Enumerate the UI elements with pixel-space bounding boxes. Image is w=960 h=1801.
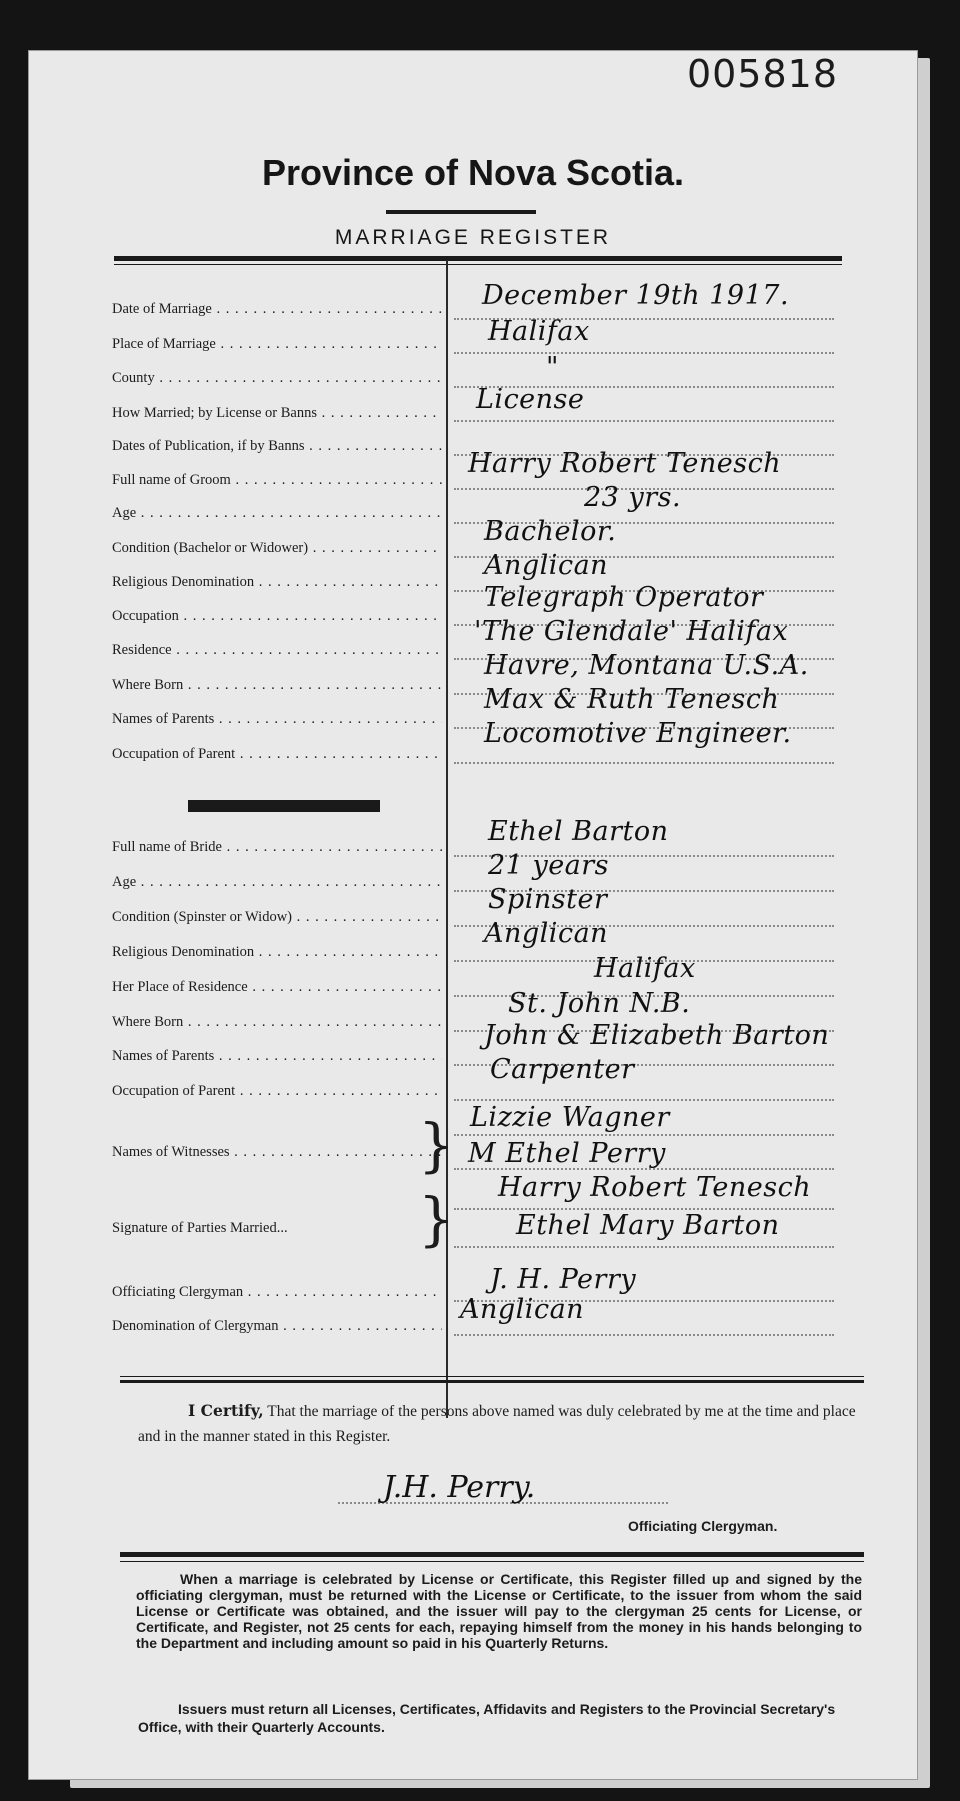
field-label-clergy-denomination: Denomination of Clergyman . . . bbox=[112, 1318, 442, 1335]
field-label-groom-residence: Residence . . . bbox=[112, 642, 442, 659]
field-label-place-of-marriage: Place of Marriage . . . bbox=[112, 336, 442, 353]
witnesses-brace: } bbox=[418, 1111, 455, 1179]
page-title: Province of Nova Scotia. bbox=[261, 152, 685, 193]
signature-label: Officiating Clergyman. bbox=[628, 1518, 778, 1534]
field-label-bride-residence: Her Place of Residence . . . bbox=[112, 979, 442, 996]
signatures-label: Signature of Parties Married... bbox=[112, 1220, 288, 1236]
bride-signature: Ethel Mary Barton bbox=[516, 1210, 780, 1241]
certification-statement bbox=[138, 1398, 858, 1449]
witness-2: M Ethel Perry bbox=[468, 1138, 666, 1169]
field-value-groom-residence: 'The Glendale' Halifax bbox=[474, 616, 789, 647]
field-value-bride-age: 21 years bbox=[488, 850, 610, 881]
field-value-officiating-clergyman: J. H. Perry bbox=[490, 1264, 637, 1295]
field-label-groom-age: Age . . . bbox=[112, 505, 442, 522]
field-line bbox=[454, 1134, 834, 1136]
field-label-groom-parents: Names of Parents . . . bbox=[112, 711, 442, 728]
field-value-groom-parent-occupation: Locomotive Engineer. bbox=[484, 718, 792, 749]
field-label-bride-religion: Religious Denomination . . . bbox=[112, 944, 442, 961]
field-label-county: County . . . bbox=[112, 370, 442, 387]
field-label-groom-name: Full name of Groom . . . bbox=[112, 472, 442, 489]
field-value-groom-age: 23 yrs. bbox=[584, 482, 682, 513]
certify-text: That the marriage of the persons above named was duly celebrated by me at the time and place and in the manner stated in this Register. bbox=[138, 1403, 856, 1445]
top-rule-thin bbox=[114, 264, 842, 265]
register-page bbox=[28, 50, 918, 1780]
field-value-clergy-denomination: Anglican bbox=[460, 1294, 585, 1325]
bride-section-bar bbox=[188, 800, 380, 812]
register-subtitle: MARRIAGE REGISTER bbox=[334, 226, 612, 249]
field-label-date-of-marriage: Date of Marriage . . . bbox=[112, 301, 442, 318]
field-label-groom-occupation: Occupation . . . bbox=[112, 608, 442, 625]
notice-rule-thin bbox=[120, 1561, 864, 1562]
field-label-bride-age: Age . . . bbox=[112, 874, 442, 891]
field-value-place-of-marriage: Halifax bbox=[488, 316, 590, 347]
field-value-groom-religion: Anglican bbox=[484, 550, 609, 581]
field-label-bride-parent-occupation: Occupation of Parent . . . bbox=[112, 1083, 442, 1100]
field-value-how-married: License bbox=[476, 384, 585, 415]
clergyman-signature: J.H. Perry. bbox=[383, 1470, 536, 1505]
certify-lead: I Certify, bbox=[188, 1401, 264, 1420]
section-rule-thin bbox=[120, 1376, 864, 1377]
field-line bbox=[454, 762, 834, 764]
field-label-bride-name: Full name of Bride . . . bbox=[112, 839, 442, 856]
signatures-brace: } bbox=[418, 1185, 455, 1253]
field-value-bride-birthplace: St. John N.B. bbox=[508, 988, 691, 1019]
field-value-county: " bbox=[546, 352, 559, 383]
field-label-how-married: How Married; by License or Banns . . . bbox=[112, 405, 442, 422]
witnesses-label: Names of Witnesses . . . bbox=[112, 1144, 442, 1161]
field-value-groom-name: Harry Robert Tenesch bbox=[468, 448, 782, 479]
field-value-date-of-marriage: December 19th 1917. bbox=[482, 280, 790, 311]
field-label-groom-condition: Condition (Bachelor or Widower) . . . bbox=[112, 540, 442, 557]
field-value-bride-religion: Anglican bbox=[484, 918, 609, 949]
groom-signature: Harry Robert Tenesch bbox=[498, 1172, 812, 1203]
field-value-groom-condition: Bachelor. bbox=[484, 516, 617, 547]
field-value-groom-birthplace: Havre, Montana U.S.A. bbox=[484, 650, 809, 681]
notice-paragraph-1: When a marriage is celebrated by License or Certificate, this Register filled up and signed by the officiating clergyman, must be returned with the License or Certificate, to the issuer from whom the said License or Certificate was obtained, and the issuer will pay to the clergyman 25 cents for License, or Certificate, and Register, not 25 cents for each, repaying himself from the money in his hands belonging to the Department and including amount so paid in his Quarterly Returns. bbox=[136, 1571, 862, 1651]
document-number: 005818 bbox=[686, 52, 838, 96]
field-label-dates-of-publication: Dates of Publication, if by Banns . . . bbox=[112, 438, 442, 455]
field-line bbox=[454, 1099, 834, 1101]
top-rule bbox=[114, 256, 842, 261]
field-line bbox=[454, 352, 834, 354]
field-label-bride-condition: Condition (Spinster or Widow) . . . bbox=[112, 909, 442, 926]
field-value-groom-occupation: Telegraph Operator bbox=[484, 582, 764, 613]
field-line bbox=[454, 1334, 834, 1336]
field-label-bride-birthplace: Where Born . . . bbox=[112, 1014, 442, 1031]
title-rule bbox=[386, 210, 536, 214]
field-line bbox=[454, 1246, 834, 1248]
field-value-bride-condition: Spinster bbox=[488, 884, 608, 915]
field-value-bride-name: Ethel Barton bbox=[488, 816, 669, 847]
field-label-officiating-clergyman: Officiating Clergyman . . . bbox=[112, 1284, 442, 1301]
notice-paragraph-2: Issuers must return all Licenses, Certificates, Affidavits and Registers to the Provincial Secretary's Office, with their Quarterly Accounts. bbox=[138, 1701, 836, 1735]
field-value-groom-parents: Max & Ruth Tenesch bbox=[484, 684, 780, 715]
field-label-groom-religion: Religious Denomination . . . bbox=[112, 574, 442, 591]
field-value-bride-parents: John & Elizabeth Barton bbox=[484, 1020, 830, 1051]
field-value-bride-parent-occupation: Carpenter bbox=[490, 1054, 635, 1085]
field-label-groom-birthplace: Where Born . . . bbox=[112, 677, 442, 694]
notice-rule bbox=[120, 1552, 864, 1557]
section-rule bbox=[120, 1380, 864, 1383]
field-value-bride-residence: Halifax bbox=[594, 953, 696, 984]
field-line bbox=[454, 420, 834, 422]
field-label-bride-parents: Names of Parents . . . bbox=[112, 1048, 442, 1065]
witness-1: Lizzie Wagner bbox=[470, 1102, 670, 1133]
field-label-groom-parent-occupation: Occupation of Parent . . . bbox=[112, 746, 442, 763]
